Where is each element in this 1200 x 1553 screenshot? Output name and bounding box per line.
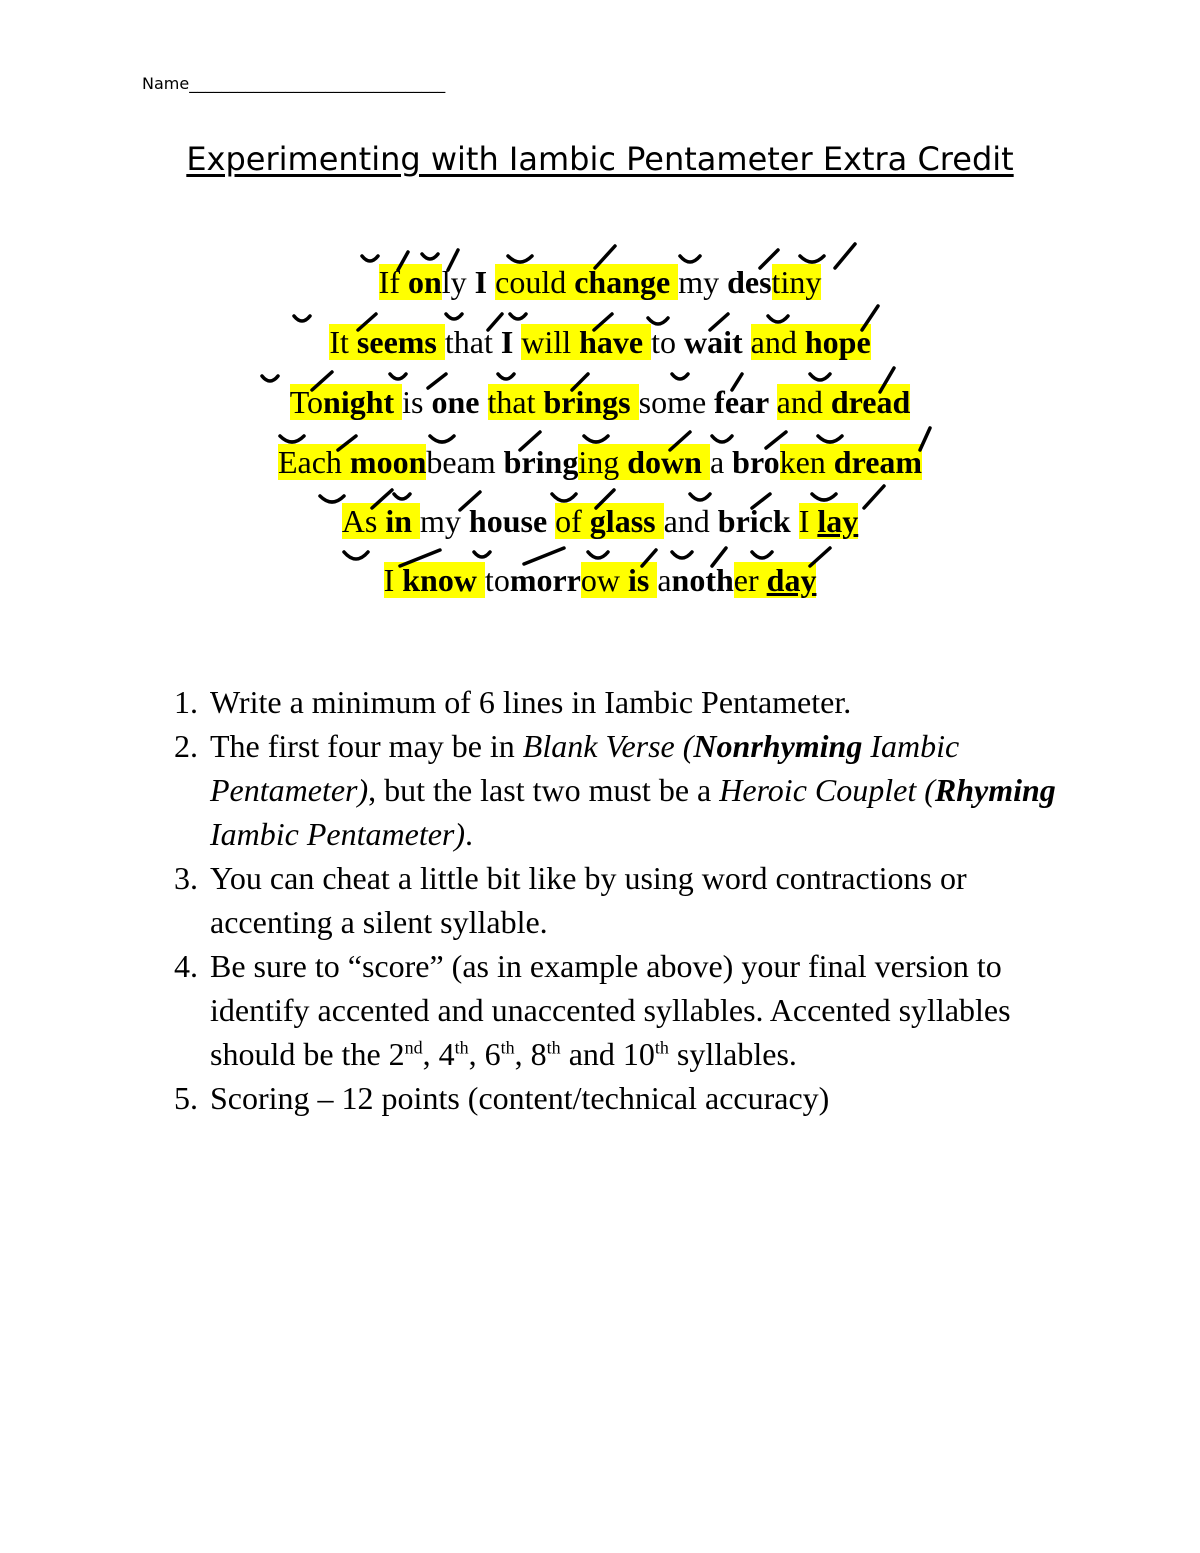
unstressed-syllable: and bbox=[663, 503, 718, 539]
instruction-text: Blank Verse ( bbox=[522, 728, 694, 764]
instruction-text: , 8 bbox=[514, 1036, 547, 1072]
instruction-text: You can cheat a little bit like by using word contractions or accenting a silent syllable. bbox=[210, 860, 967, 940]
ordinal-suffix: nd bbox=[404, 1037, 423, 1058]
instruction-item bbox=[174, 856, 1074, 944]
unstressed-syllable: to bbox=[651, 324, 684, 360]
stressed-mark bbox=[595, 246, 615, 268]
unstressed-syllable: that bbox=[487, 384, 544, 420]
instruction-item bbox=[174, 680, 1074, 724]
stressed-syllable: know bbox=[402, 562, 485, 598]
stressed-mark bbox=[460, 492, 480, 510]
stressed-syllable: bro bbox=[732, 444, 780, 480]
instruction-text: syllables. bbox=[668, 1036, 797, 1072]
instruction-item bbox=[174, 724, 1074, 856]
unstressed-syllable: As bbox=[341, 503, 386, 539]
unstressed-mark bbox=[510, 314, 526, 319]
stressed-syllable: glass bbox=[589, 503, 664, 539]
stressed-syllable: change bbox=[574, 264, 679, 300]
unstressed-mark bbox=[800, 256, 824, 262]
unstressed-syllable: To bbox=[289, 384, 324, 420]
ordinal-suffix: th bbox=[546, 1037, 561, 1058]
stressed-syllable: is bbox=[627, 562, 658, 598]
stressed-mark bbox=[400, 550, 440, 566]
page-title: Experimenting with Iambic Pentameter Extra Credit bbox=[186, 140, 1014, 178]
scansion-marks bbox=[0, 0, 1200, 620]
unstressed-mark bbox=[690, 494, 710, 500]
stressed-mark bbox=[398, 252, 408, 270]
unstressed-syllable: ow bbox=[580, 562, 628, 598]
stressed-mark bbox=[880, 368, 894, 392]
stressed-syllable: seems bbox=[356, 324, 445, 360]
unstressed-mark bbox=[390, 374, 406, 379]
instruction-number: 3. bbox=[174, 860, 198, 896]
unstressed-syllable: is bbox=[402, 384, 432, 420]
stressed-mark bbox=[712, 548, 726, 566]
stressed-mark bbox=[524, 548, 564, 564]
unstressed-mark bbox=[588, 552, 608, 558]
stressed-syllable: dread bbox=[830, 384, 911, 420]
stressed-mark bbox=[920, 428, 930, 450]
unstressed-mark bbox=[752, 552, 772, 558]
stressed-syllable: day bbox=[766, 562, 817, 598]
unstressed-syllable: Each bbox=[277, 444, 350, 480]
instruction-text: The first four may be in bbox=[210, 728, 523, 764]
instruction-number: 4. bbox=[174, 948, 198, 984]
stressed-mark bbox=[710, 314, 728, 330]
unstressed-syllable: will bbox=[521, 324, 580, 360]
unstressed-mark bbox=[648, 318, 668, 324]
stressed-syllable: lay bbox=[817, 503, 859, 539]
instruction-text: Iambic Pentameter) bbox=[210, 816, 466, 852]
stressed-syllable: house bbox=[468, 503, 556, 539]
unstressed-mark bbox=[430, 436, 454, 442]
instruction-text: Be sure to “score” (as in example above) your final version to identify accented and unaccented syllables. Accented syllables should be the 2 bbox=[210, 948, 1011, 1072]
stressed-syllable: dream bbox=[833, 444, 923, 480]
ordinal-suffix: th bbox=[454, 1037, 469, 1058]
unstressed-mark bbox=[294, 316, 310, 321]
unstressed-syllable: could bbox=[495, 264, 575, 300]
instruction-text: , but the last two must be a bbox=[368, 772, 720, 808]
stressed-mark bbox=[752, 494, 770, 508]
unstressed-syllable: a bbox=[709, 444, 733, 480]
unstressed-syllable: beam bbox=[426, 444, 504, 480]
stressed-syllable: brings bbox=[543, 384, 639, 420]
unstressed-syllable: ken bbox=[779, 444, 834, 480]
ordinal-suffix: th bbox=[500, 1037, 515, 1058]
unstressed-mark bbox=[508, 256, 532, 262]
stressed-mark bbox=[572, 374, 588, 390]
stressed-syllable: wait bbox=[683, 324, 751, 360]
stressed-mark bbox=[642, 550, 656, 566]
stressed-mark bbox=[448, 250, 458, 270]
unstressed-mark bbox=[552, 494, 576, 501]
stressed-mark bbox=[488, 314, 502, 330]
stressed-mark bbox=[732, 374, 742, 390]
stressed-mark bbox=[594, 314, 612, 330]
stressed-mark bbox=[862, 306, 878, 330]
ordinal-suffix: th bbox=[654, 1037, 669, 1058]
instruction-text: . bbox=[465, 816, 474, 852]
unstressed-syllable: If bbox=[378, 264, 408, 300]
instruction-text: Rhyming bbox=[934, 772, 1056, 808]
stressed-syllable: des bbox=[727, 264, 772, 300]
unstressed-syllable: to bbox=[484, 562, 510, 598]
stressed-syllable: I bbox=[500, 324, 522, 360]
unstressed-syllable: my bbox=[678, 264, 728, 300]
unstressed-mark bbox=[280, 436, 304, 442]
unstressed-mark bbox=[672, 552, 692, 558]
unstressed-mark bbox=[672, 374, 688, 379]
stressed-syllable: one bbox=[431, 384, 488, 420]
unstressed-mark bbox=[498, 374, 514, 379]
unstressed-mark bbox=[262, 376, 278, 381]
unstressed-syllable: of bbox=[555, 503, 590, 539]
unstressed-mark bbox=[320, 496, 344, 502]
unstressed-syllable: I bbox=[383, 562, 403, 598]
stressed-mark bbox=[670, 432, 690, 450]
unstressed-syllable: some bbox=[638, 384, 715, 420]
unstressed-syllable: ing bbox=[578, 444, 628, 480]
instruction-text: Nonrhyming bbox=[693, 728, 863, 764]
unstressed-syllable: ly bbox=[441, 264, 475, 300]
unstressed-mark bbox=[394, 494, 410, 499]
stressed-syllable: noth bbox=[671, 562, 734, 598]
stressed-syllable: hope bbox=[804, 324, 871, 360]
instruction-number: 2. bbox=[174, 728, 198, 764]
unstressed-mark bbox=[422, 254, 438, 259]
stressed-mark bbox=[835, 244, 855, 268]
unstressed-syllable: tiny bbox=[771, 264, 822, 300]
stressed-mark bbox=[596, 490, 614, 508]
unstressed-mark bbox=[818, 436, 842, 442]
stressed-syllable: fear bbox=[714, 384, 777, 420]
unstressed-syllable: my bbox=[420, 503, 469, 539]
unstressed-syllable: and bbox=[750, 324, 805, 360]
stressed-mark bbox=[428, 374, 446, 388]
unstressed-mark bbox=[446, 314, 462, 319]
unstressed-syllable: and bbox=[776, 384, 831, 420]
instruction-text: Heroic Couplet ( bbox=[719, 772, 935, 808]
stressed-syllable: on bbox=[407, 264, 442, 300]
stressed-syllable: have bbox=[579, 324, 652, 360]
instruction-number: 5. bbox=[174, 1080, 198, 1116]
unstressed-syllable: that bbox=[444, 324, 501, 360]
stressed-syllable: night bbox=[323, 384, 403, 420]
unstressed-mark bbox=[810, 374, 830, 380]
stressed-mark bbox=[312, 372, 332, 390]
stressed-mark bbox=[358, 314, 376, 330]
unstressed-mark bbox=[712, 436, 732, 442]
stressed-syllable: I bbox=[474, 264, 496, 300]
stressed-syllable: morr bbox=[509, 562, 581, 598]
stressed-mark bbox=[338, 436, 356, 450]
stressed-syllable: moon bbox=[349, 444, 427, 480]
name-field-label: Name________________________________ bbox=[142, 74, 446, 93]
instruction-item bbox=[174, 944, 1074, 1076]
unstressed-syllable: It bbox=[329, 324, 357, 360]
stressed-mark bbox=[810, 548, 830, 566]
stressed-syllable: in bbox=[385, 503, 420, 539]
instruction-text: Write a minimum of 6 lines in Iambic Pentameter. bbox=[210, 684, 852, 720]
instruction-text: Iambic Pentameter) bbox=[210, 728, 960, 808]
unstressed-mark bbox=[474, 552, 490, 557]
instruction-item bbox=[174, 1076, 1074, 1120]
stressed-syllable: bring bbox=[503, 444, 579, 480]
instruction-number: 1. bbox=[174, 684, 198, 720]
instruction-text: , 4 bbox=[422, 1036, 455, 1072]
unstressed-syllable: er bbox=[733, 562, 767, 598]
instruction-text: Scoring – 12 points (content/technical accuracy) bbox=[210, 1080, 830, 1116]
stressed-mark bbox=[766, 432, 786, 448]
unstressed-mark bbox=[584, 436, 608, 442]
stressed-mark bbox=[520, 432, 540, 450]
stressed-syllable: down bbox=[627, 444, 710, 480]
unstressed-syllable: I bbox=[798, 503, 818, 539]
instruction-text: , 6 bbox=[468, 1036, 501, 1072]
unstressed-mark bbox=[362, 256, 378, 261]
instructions-list bbox=[174, 680, 1074, 1120]
stressed-mark bbox=[372, 490, 392, 508]
instruction-text: and 10 bbox=[560, 1036, 655, 1072]
example-poem bbox=[0, 0, 1200, 620]
unstressed-mark bbox=[344, 552, 368, 559]
stressed-mark bbox=[864, 486, 884, 508]
unstressed-mark bbox=[680, 256, 700, 262]
stressed-mark bbox=[760, 250, 778, 268]
unstressed-syllable: a bbox=[657, 562, 672, 598]
unstressed-mark bbox=[812, 494, 836, 500]
stressed-syllable: brick bbox=[717, 503, 799, 539]
unstressed-mark bbox=[768, 316, 788, 322]
